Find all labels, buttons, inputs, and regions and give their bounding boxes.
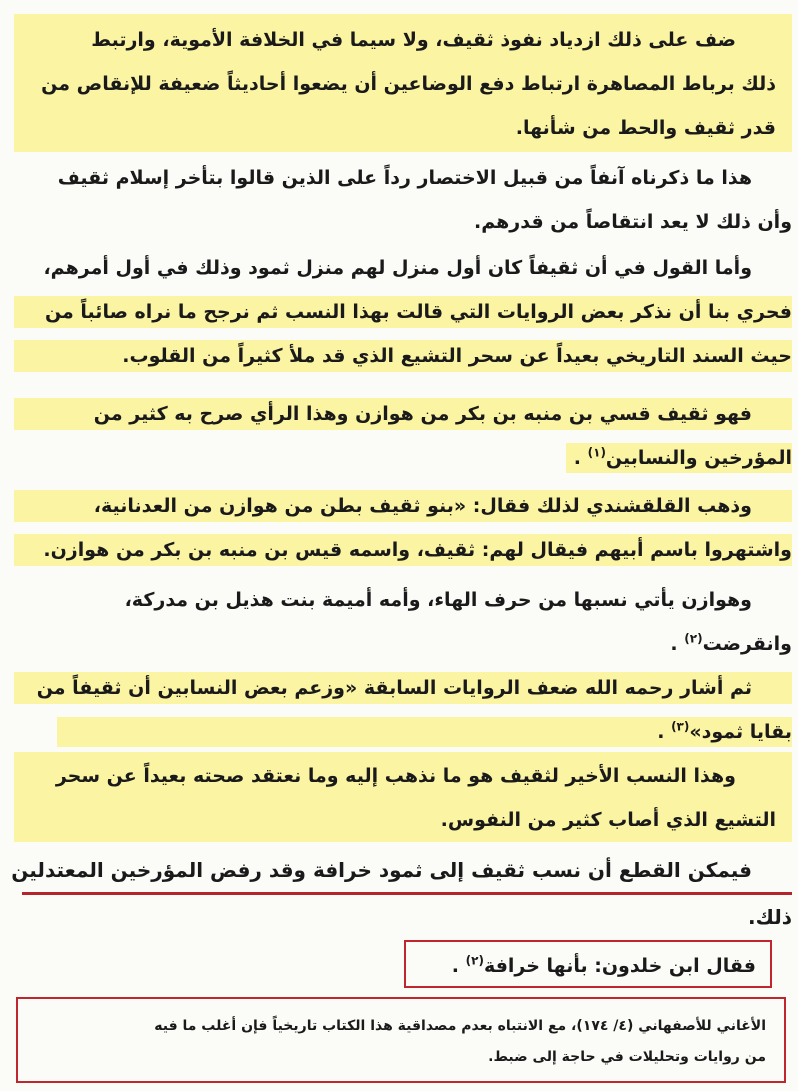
paragraph-7-line-1: ثم أشار رحمه الله ضعف الروايات السابقة «وزعم بعض النسابين أن ثقيفاً من (14, 666, 792, 710)
paragraph-1-line-1: ضف على ذلك ازدياد نفوذ ثقيف، ولا سيما في الخلافة الأموية، وارتبط (91, 29, 736, 51)
paragraph-6-tail: . (670, 633, 678, 655)
paragraph-1-line-3: قدر ثقيف والحط من شأنها. (515, 117, 776, 139)
paragraph-8-line-2: التشيع الذي أصاب كثير من النفوس. (440, 809, 776, 831)
paragraph-3-line-2: فحري بنا أن نذكر بعض الروايات التي قالت بهذا النسب ثم نرجح ما نراه صائباً من (14, 290, 792, 334)
ibn-khaldun-quote-box (404, 940, 772, 988)
paragraph-2-line-1: هذا ما ذكرناه آنفاً من قبيل الاختصار رداً على الذين قالوا بتأخر إسلام ثقيف (57, 167, 752, 189)
footnote-line-2: من روايات وتحليلات في حاجة إلى ضبط. (488, 1049, 766, 1065)
paragraph-6-line-2-text: وانقرضت (702, 633, 792, 655)
paragraph-5-line-2: واشتهروا باسم أبيهم فيقال لهم: ثقيف، واسمه قيس بن منبه بن بكر من هوازن. (14, 528, 792, 572)
paragraph-5-line-1: وذهب القلقشندي لذلك فقال: «بنو ثقيف بطن من هوازن من العدنانية، (14, 484, 792, 528)
paragraph-9-line-1: فيمكن القطع أن نسب ثقيف إلى ثمود خرافة وقد رفض المؤرخين المعتدلين (22, 848, 792, 895)
paragraph-2-line-2: وأن ذلك لا يعد انتقاصاً من قدرهم. (474, 211, 792, 233)
paragraph-3-line-3: حيث السند التاريخي بعيداً عن سحر التشيع الذي قد ملأ كثيراً من القلوب. (14, 334, 792, 378)
paragraph-4-line-1: فهو ثقيف قسي بن منبه بن بكر من هوازن وهذا الرأي صرح به كثير من (14, 392, 792, 436)
paragraph-9 (11, 848, 792, 939)
paragraph-3 (14, 246, 792, 378)
paragraph-3-line-1: وأما القول في أن ثقيفاً كان أول منزل لهم منزل ثمود وذلك في أول أمرهم، (43, 257, 752, 279)
paragraph-8-line-1: وهذا النسب الأخير لثقيف هو ما نذهب إليه وما نعتقد صحته بعيداً عن سحر (55, 765, 736, 787)
footnote-ref-2: (٢) (684, 631, 703, 646)
paragraph-1 (14, 14, 792, 152)
paragraph-1-line-2: ذلك برباط المصاهرة ارتباط دفع الوضاعين أن يضعوا أحاديثاً ضعيفة للإنقاص من (41, 73, 776, 95)
paragraph-6 (24, 578, 792, 666)
paragraph-4-line-2 (14, 436, 792, 480)
paragraph-4-line-2-text: المؤرخين والنسابين (605, 447, 792, 469)
footnote-box (16, 997, 786, 1083)
footnote-ref-3: (٣) (671, 719, 690, 734)
footnote-line-1: الأغاني للأصفهاني (٤/ ١٧٤)، مع الانتباه بعدم مصداقية هذا الكتاب تاريخياً فإن أغلب ما فيه (154, 1018, 766, 1034)
paragraph-4 (14, 392, 792, 480)
paragraph-2 (24, 156, 792, 244)
paragraph-8 (14, 752, 792, 842)
paragraph-7-tail: . (657, 721, 665, 743)
footnote-ref-1: (١) (587, 445, 606, 460)
paragraph-9-line-2: ذلك. (748, 905, 792, 929)
paragraph-4-tail: . (573, 447, 581, 469)
paragraph-7-line-2-text: بقايا ثمود» (689, 721, 792, 743)
paragraph-7-line-2 (14, 710, 792, 754)
quote-tail: . (451, 955, 460, 977)
paragraph-6-line-2 (24, 622, 792, 666)
paragraph-6-line-1: وهوازن يأتي نسبها من حرف الهاء، وأمه أميمة بنت هذيل بن مدركة، (124, 589, 752, 611)
quote-text: فقال ابن خلدون: بأنها خرافة (483, 955, 756, 977)
paragraph-7 (14, 666, 792, 754)
paragraph-5 (14, 484, 792, 572)
quote-footnote-ref: (٢) (465, 953, 484, 968)
